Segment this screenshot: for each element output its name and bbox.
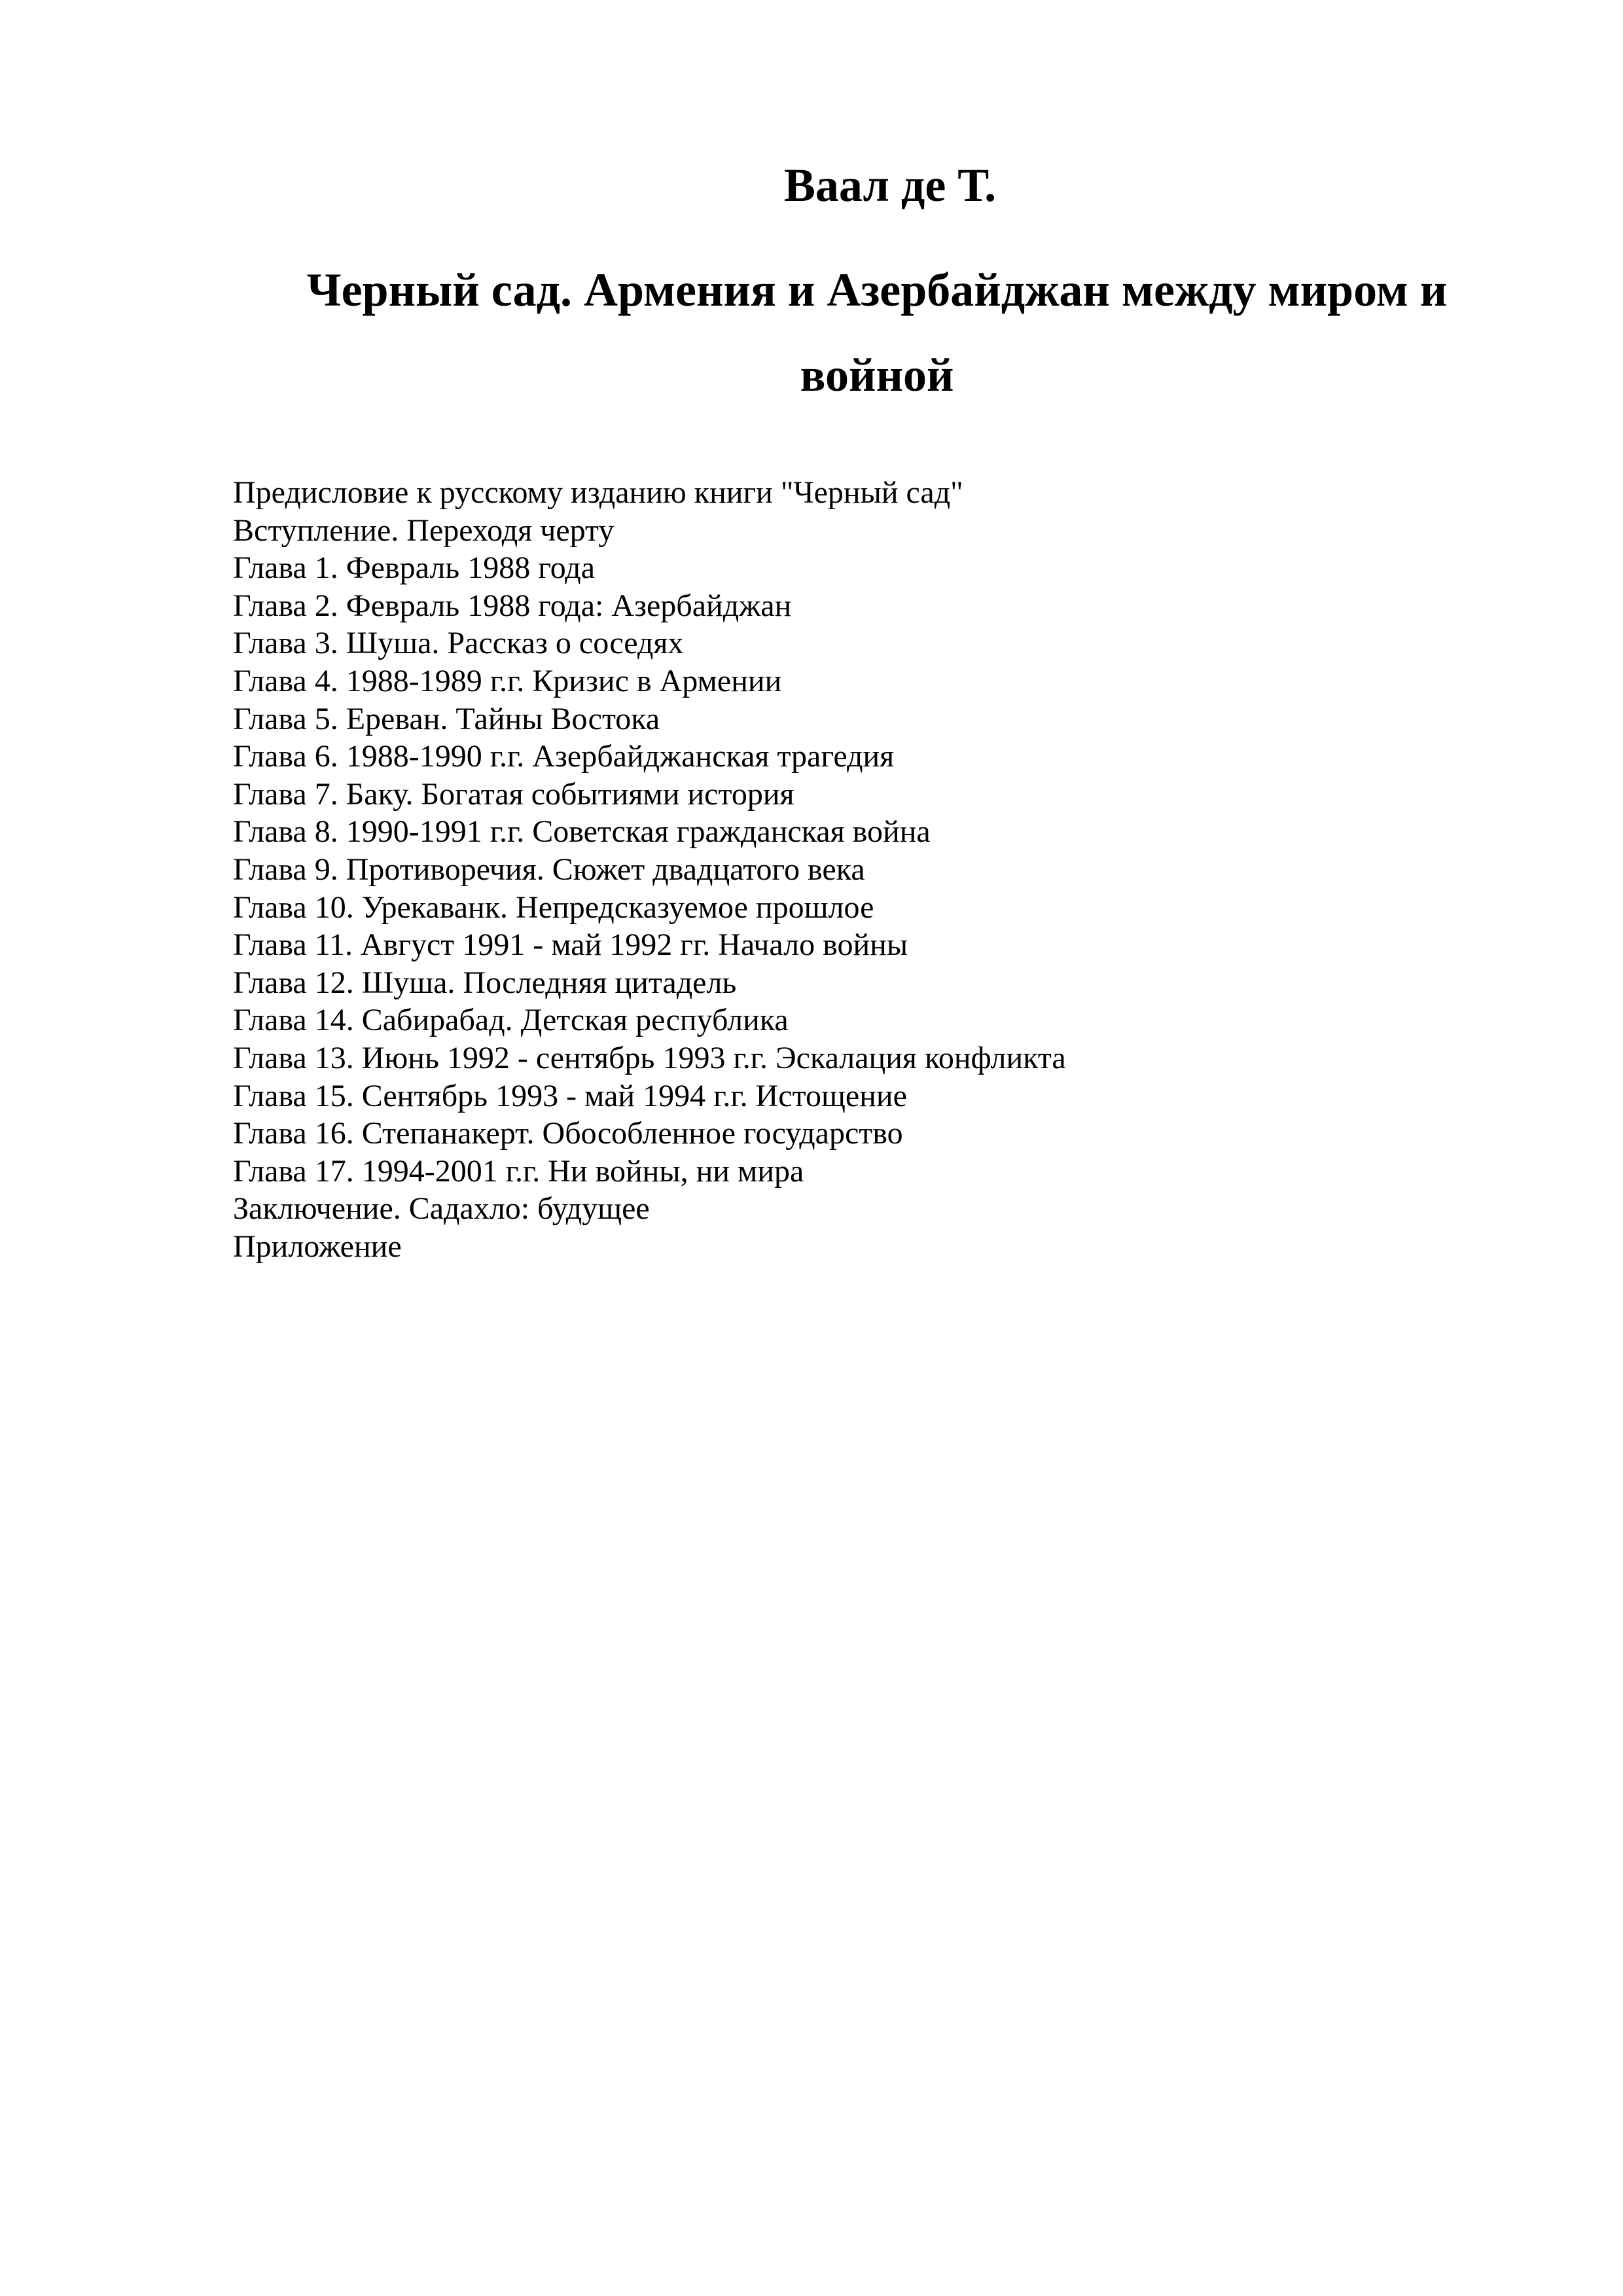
- toc-item-chapter-6: Глава 6. 1988-1990 г.г. Азербайджанская трагедия: [233, 739, 895, 774]
- toc-item-chapter-13: Глава 13. Июнь 1992 - сентябрь 1993 г.г. Эскалация конфликта: [233, 1040, 1066, 1075]
- table-of-contents: [233, 474, 1476, 1265]
- toc-item-chapter-4: Глава 4. 1988-1989 г.г. Кризис в Армении: [233, 663, 782, 698]
- toc-item-chapter-5: Глава 5. Ереван. Тайны Востока: [233, 701, 660, 736]
- toc-item-chapter-3: Глава 3. Шуша. Рассказ о соседях: [233, 626, 684, 661]
- toc-item-chapter-14: Глава 14. Сабирабад. Детская республика: [233, 1003, 789, 1038]
- toc-item-chapter-9: Глава 9. Противоречия. Сюжет двадцатого века: [233, 852, 865, 887]
- toc-item-chapter-15: Глава 15. Сентябрь 1993 - май 1994 г.г. Истощение: [233, 1078, 907, 1113]
- toc-item-chapter-16: Глава 16. Степанакерт. Обособленное государство: [233, 1116, 903, 1151]
- toc-item-introduction: Вступление. Переходя черту: [233, 512, 615, 548]
- toc-item-chapter-8: Глава 8. 1990-1991 г.г. Советская гражданская война: [233, 814, 931, 850]
- toc-item-chapter-10: Глава 10. Урекаванк. Непредсказуемое прошлое: [233, 889, 874, 925]
- author-heading: Ваал де Т.: [783, 159, 997, 211]
- book-title: Черный сад. Армения и Азербайджан между миром и войной: [306, 264, 1448, 401]
- toc-item-chapter-7: Глава 7. Баку. Богатая событиями история: [233, 776, 794, 812]
- toc-item-preface: Предисловие к русскому изданию книги "Черный сад": [233, 475, 963, 510]
- toc-item-chapter-12: Глава 12. Шуша. Последняя цитадель: [233, 965, 737, 1000]
- toc-item-conclusion: Заключение. Садахло: будущее: [233, 1191, 650, 1227]
- toc-item-chapter-17: Глава 17. 1994-2001 г.г. Ни войны, ни мира: [233, 1153, 804, 1189]
- toc-item-chapter-1: Глава 1. Февраль 1988 года: [233, 550, 596, 586]
- toc-item-chapter-11: Глава 11. Август 1991 - май 1992 гг. Начало войны: [233, 927, 908, 963]
- toc-item-chapter-2: Глава 2. Февраль 1988 года: Азербайджан: [233, 588, 792, 623]
- toc-item-appendix: Приложение: [233, 1229, 402, 1264]
